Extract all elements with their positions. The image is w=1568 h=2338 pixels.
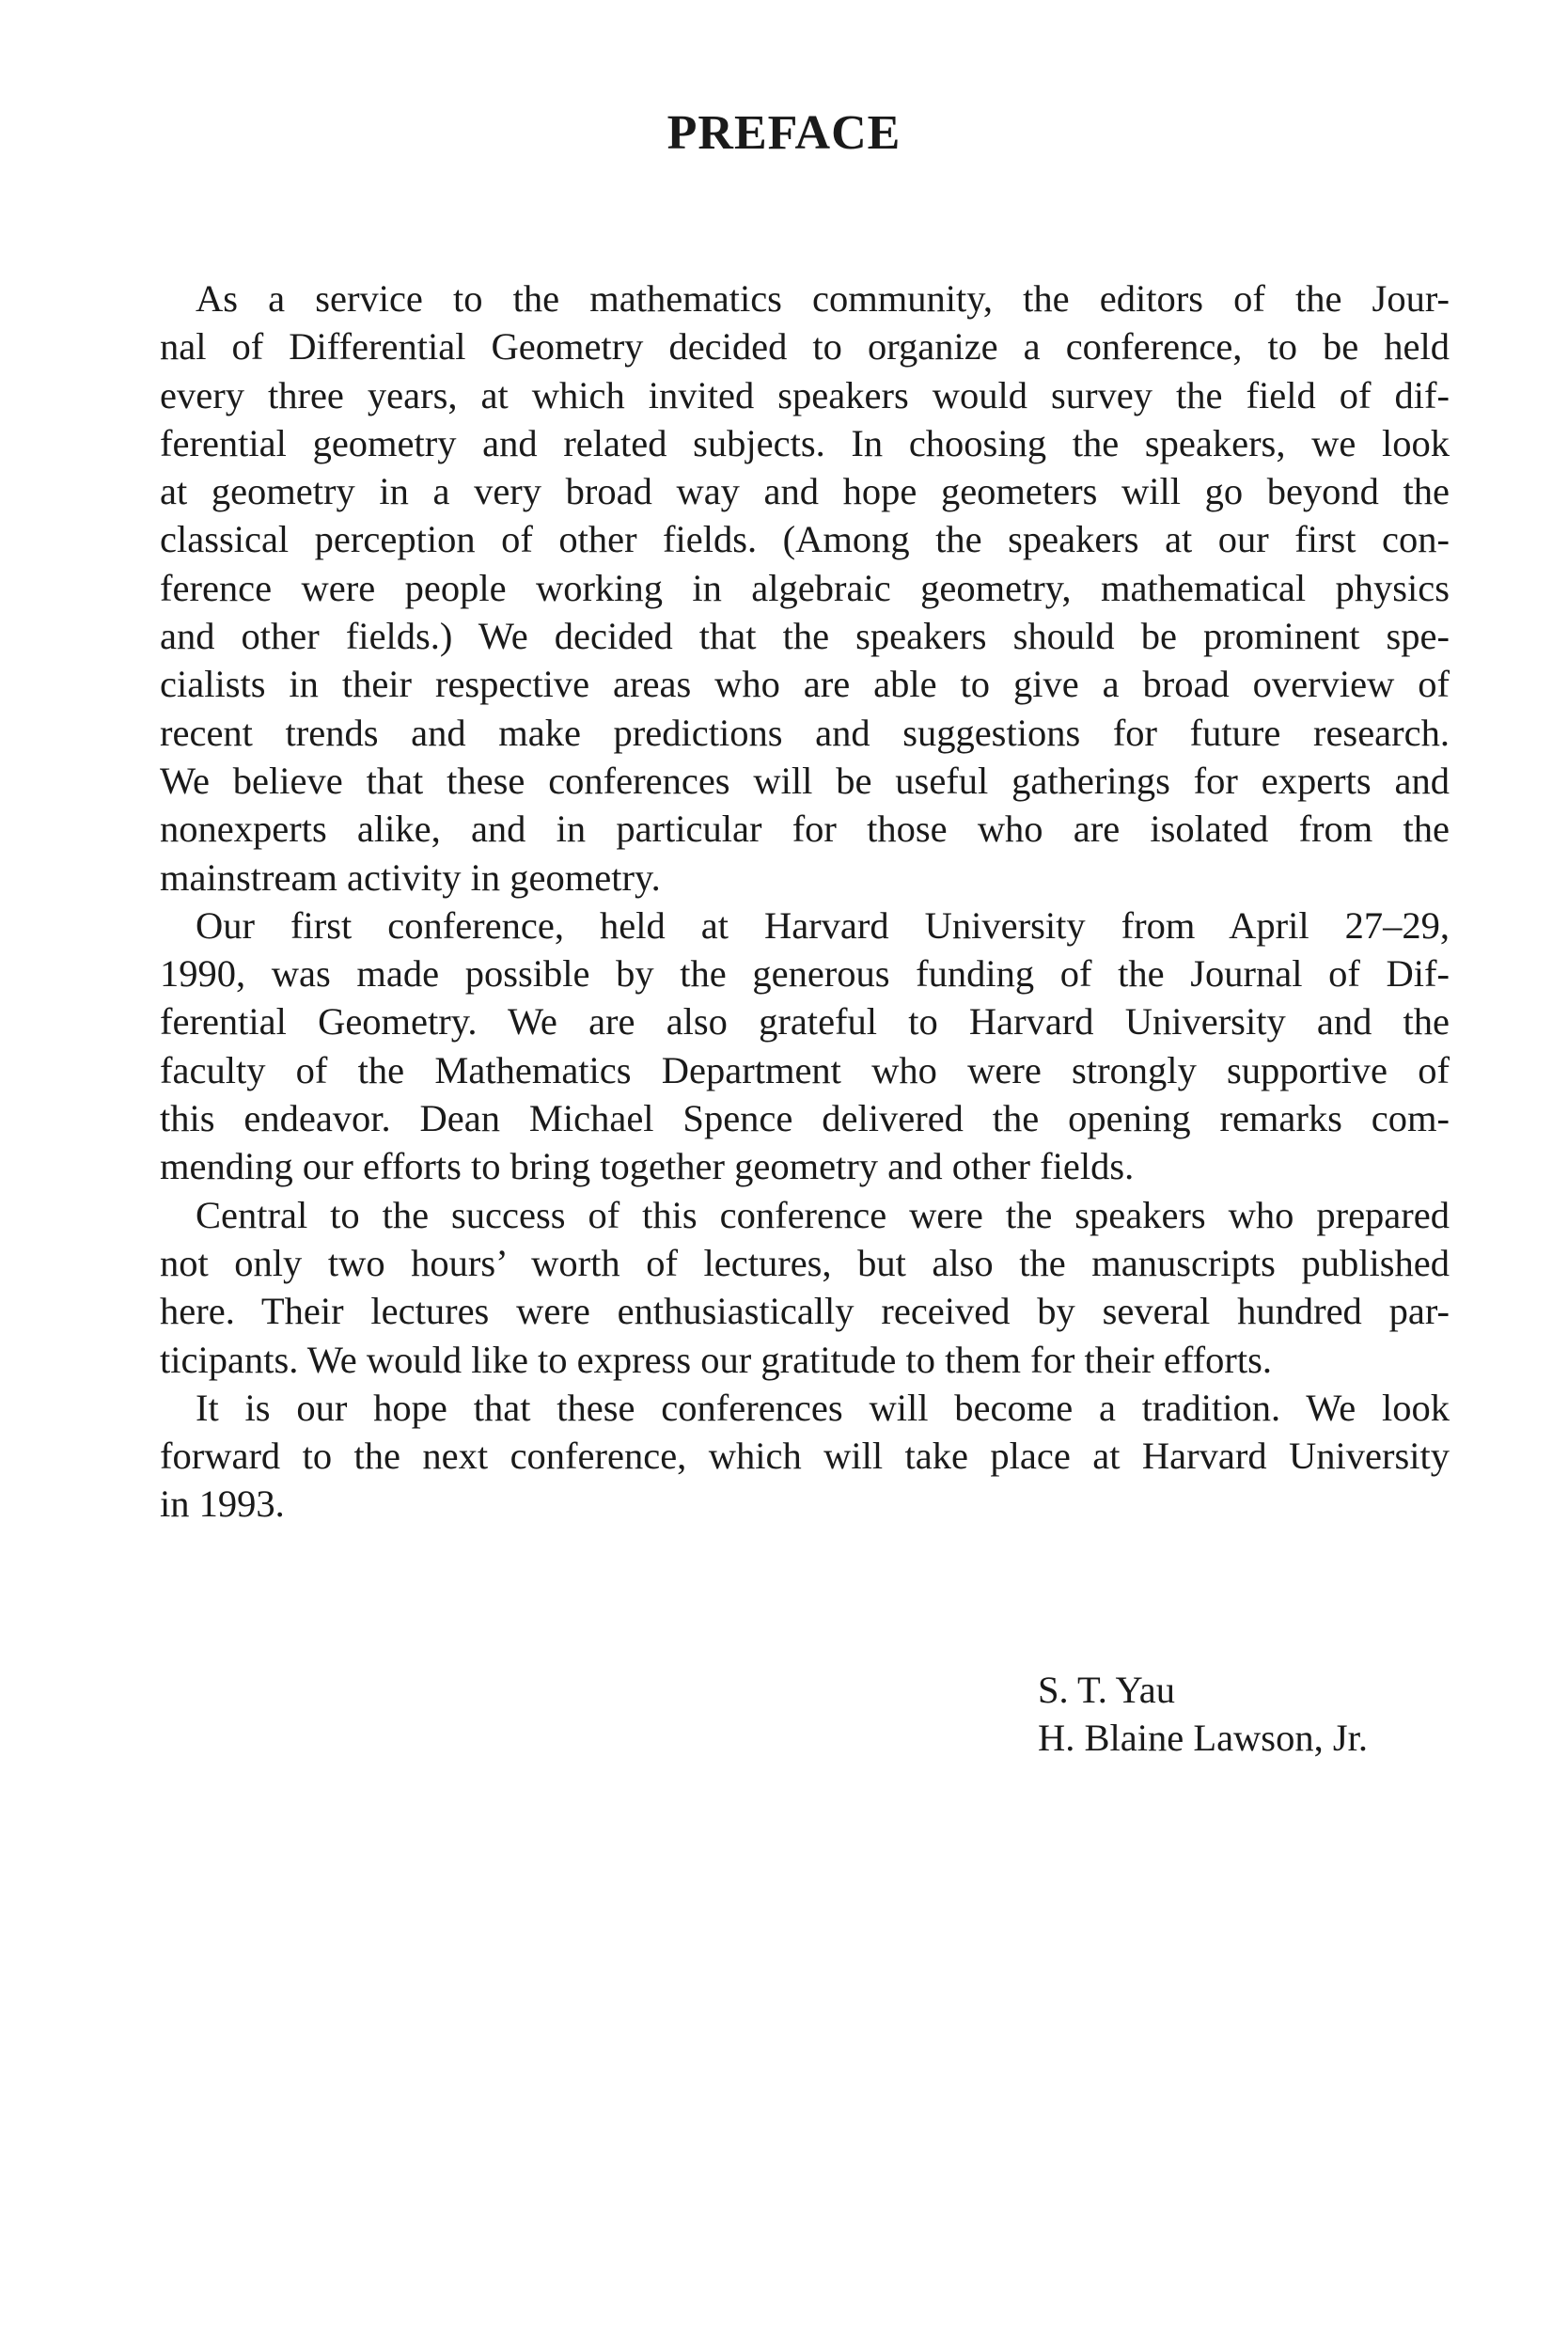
text-line: this endeavor. Dean Michael Spence delivered the opening remarks com- [160, 1097, 1450, 1140]
paragraph [160, 1191, 1450, 1384]
text-line: Our first conference, held at Harvard University from April 27–29, [196, 903, 1450, 947]
text-line: mainstream activity in geometry. [160, 855, 661, 899]
paragraph [160, 275, 1450, 902]
text-line: We believe that these conferences will be useful gatherings for experts and [160, 759, 1450, 802]
paragraph [160, 902, 1450, 1191]
text-line: Central to the success of this conference were the speakers who prepared [196, 1193, 1450, 1236]
signature-block [1038, 1666, 1368, 1762]
text-line: at geometry in a very broad way and hope geometers will go beyond the [160, 470, 1450, 513]
text-line: cialists in their respective areas who are able to give a broad overview of [160, 663, 1450, 706]
text-line: faculty of the Mathematics Department who were strongly supportive of [160, 1048, 1450, 1091]
text-line: not only two hours’ worth of lectures, but also the manuscripts published [160, 1241, 1450, 1284]
text-line: mending our efforts to bring together geometry and other fields. [160, 1145, 1135, 1188]
text-line: here. Their lectures were enthusiastically received by several hundred par- [160, 1290, 1450, 1333]
text-line: every three years, at which invited speakers would survey the field of dif- [160, 373, 1450, 416]
paragraph [160, 1384, 1450, 1529]
text-line: It is our hope that these conferences will become a tradition. We look [196, 1386, 1450, 1429]
text-line: and other fields.) We decided that the speakers should be prominent spe- [160, 615, 1450, 658]
text-line: ferential Geometry. We are also grateful to Harvard University and the [160, 1000, 1450, 1043]
text-line: nonexperts alike, and in particular for those who are isolated from the [160, 808, 1450, 851]
text-line: As a service to the mathematics community, the editors of the Jour- [196, 277, 1450, 320]
signature-yau: S. T. Yau [1038, 1669, 1175, 1711]
page-title: PREFACE [666, 106, 902, 160]
text-line: ferential geometry and related subjects. In choosing the speakers, we look [160, 421, 1450, 464]
text-line: classical perception of other fields. (Among the speakers at our first con- [160, 518, 1450, 561]
signature-lawson: H. Blaine Lawson, Jr. [1038, 1717, 1368, 1759]
text-line: forward to the next conference, which will take place at Harvard University [160, 1435, 1450, 1478]
preface-body [160, 275, 1450, 1529]
text-line: in 1993. [160, 1483, 285, 1526]
text-line: 1990, was made possible by the generous funding of the Journal of Dif- [160, 952, 1450, 996]
text-line: ference were people working in algebraic geometry, mathematical physics [160, 566, 1450, 609]
text-line: ticipants. We would like to express our gratitude to them for their efforts. [160, 1338, 1272, 1381]
text-line: nal of Differential Geometry decided to organize a conference, to be held [160, 325, 1450, 369]
text-line: recent trends and make predictions and suggestions for future research. [160, 711, 1450, 754]
